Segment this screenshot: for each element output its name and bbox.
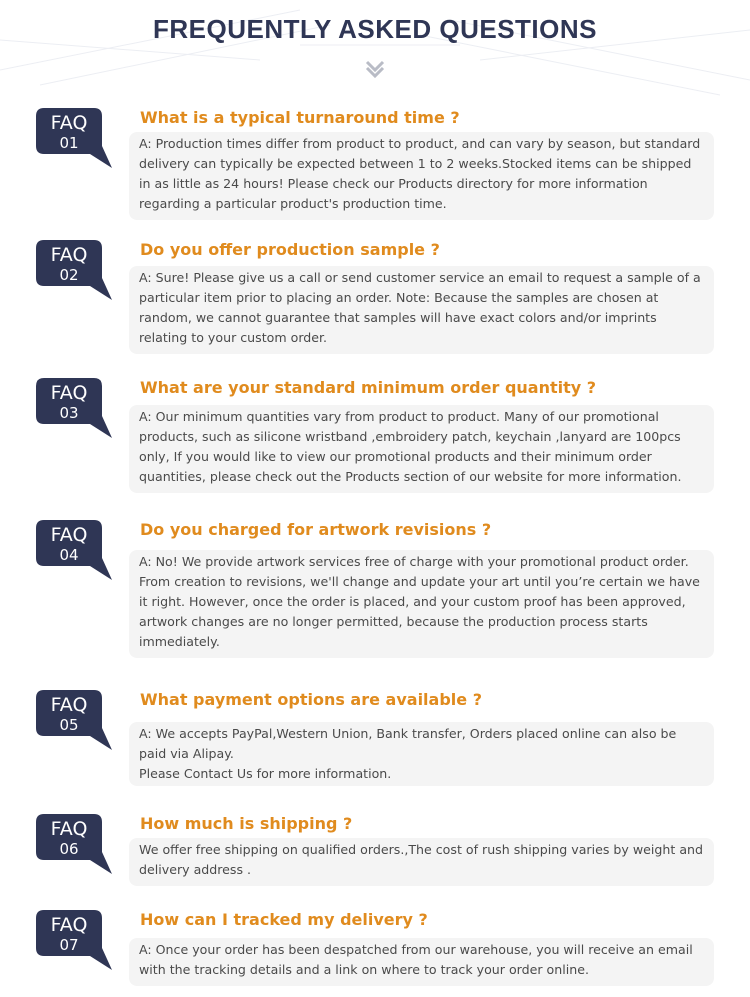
badge-label: FAQ: [50, 382, 88, 404]
badge-number: 05: [59, 716, 79, 734]
faq-question: How much is shipping ?: [140, 814, 353, 833]
badge-number: 07: [59, 936, 79, 954]
page-title: FREQUENTLY ASKED QUESTIONS: [153, 14, 597, 44]
faq-answer: A: No! We provide artwork services free of charge with your promotional product order. From creation to revisions, we'll change and update your art until you’re certain we have it right. However, once the order is placed, and your custom proof has been approved, artwork changes are no longer permitted, because the production process starts immediately.: [129, 550, 714, 658]
faq-answer: A: Our minimum quantities vary from product to product. Many of our promotional products, such as silicone wristband ,embroidery patch, keychain ,lanyard are 100pcs only, If you would like to view our promotional products and their minimum order quantities, please check out the Products section of our website for more information.: [129, 405, 714, 493]
faq-badge: [36, 910, 106, 960]
faq-badge: [36, 108, 106, 158]
chevron-down-icon: [364, 60, 386, 78]
faq-answer: A: Production times differ from product to product, and can vary by season, but standard delivery can typically be expected between 1 to 2 weeks.Stocked items can be shipped in as little as 24 hours! Please check our Products directory for more information regarding a particular product's production time.: [129, 132, 714, 220]
badge-number: 01: [59, 134, 79, 152]
faq-badge: [36, 814, 106, 864]
faq-badge: [36, 520, 106, 570]
badge-number: 02: [59, 266, 79, 284]
badge-label: FAQ: [50, 818, 88, 840]
badge-label: FAQ: [50, 694, 88, 716]
badge-label: FAQ: [50, 524, 88, 546]
faq-answer: A: Once your order has been despatched from our warehouse, you will receive an email with the tracking details and a link on where to track your order online.: [129, 938, 714, 986]
faq-question: What payment options are available ?: [140, 690, 482, 709]
badge-label: FAQ: [50, 244, 88, 266]
faq-question: Do you offer production sample ?: [140, 240, 440, 259]
faq-question: How can I tracked my delivery ?: [140, 910, 428, 929]
faq-badge: [36, 240, 106, 290]
badge-number: 04: [59, 546, 79, 564]
faq-badge: [36, 378, 106, 428]
badge-number: 03: [59, 404, 79, 422]
faq-question: Do you charged for artwork revisions ?: [140, 520, 492, 539]
badge-label: FAQ: [50, 112, 88, 134]
faq-answer: A: Sure! Please give us a call or send customer service an email to request a sample of a particular item prior to placing an order. Note: Because the samples are chosen at random, we cannot guarantee that samples will have exact colors and/or imprints relating to your custom order.: [129, 266, 714, 354]
faq-question: What is a typical turnaround time ?: [140, 108, 460, 127]
faq-answer: We offer free shipping on qualified orders.,The cost of rush shipping varies by weight and delivery address .: [129, 838, 714, 886]
badge-label: FAQ: [50, 914, 88, 936]
faq-badge: [36, 690, 106, 740]
faq-answer: A: We accepts PayPal,Western Union, Bank transfer, Orders placed online can also be paid via Alipay. Please Contact Us for more information.: [129, 722, 714, 786]
faq-question: What are your standard minimum order quantity ?: [140, 378, 597, 397]
badge-number: 06: [59, 840, 79, 858]
